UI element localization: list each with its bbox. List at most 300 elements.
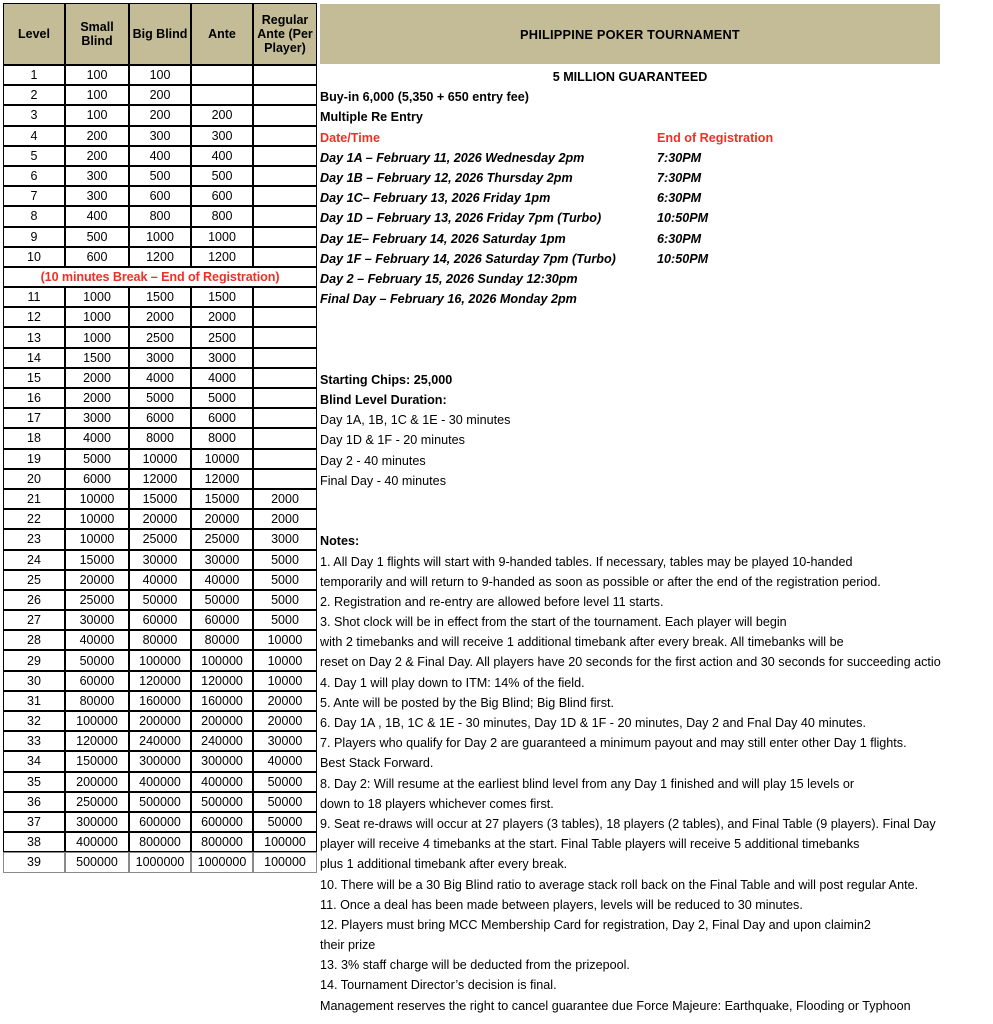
schedule-row [320,249,990,269]
cell-regular-ante: 10000 [253,650,317,670]
blind-duration-list [320,410,990,491]
cell-big-blind: 1000 [129,227,191,247]
cell-regular-ante: 50000 [253,772,317,792]
cell-small-blind: 120000 [65,731,129,751]
cell-regular-ante [253,327,317,347]
cell-ante: 160000 [191,691,253,711]
cell-level: 26 [3,590,65,610]
cell-small-blind: 100000 [65,711,129,731]
notes-header: Notes: [320,534,360,549]
schedule-header-end: End of Registration [657,130,774,145]
cell-regular-ante [253,408,317,428]
cell-ante: 1500 [191,287,253,307]
cell-ante: 100000 [191,650,253,670]
cell-big-blind: 120000 [129,671,191,691]
cell-small-blind: 100 [65,85,129,105]
cell-level: 37 [3,812,65,832]
cell-ante: 5000 [191,388,253,408]
cell-level: 33 [3,731,65,751]
cell-ante: 1000000 [191,852,253,872]
note-line: temporarily and will return to 9-handed as soon as possible or after the end of the registration period. [320,574,881,589]
cell-level: 4 [3,126,65,146]
cell-regular-ante [253,388,317,408]
cell-small-blind: 1500 [65,348,129,368]
cell-regular-ante [253,227,317,247]
note-line: 6. Day 1A , 1B, 1C & 1E - 30 minutes, Day 1D & 1F - 20 minutes, Day 2 and Fnal Day 40 minutes. [320,716,866,730]
cell-small-blind: 500000 [65,852,129,872]
table-row [3,570,317,590]
cell-regular-ante [253,126,317,146]
cell-small-blind: 20000 [65,570,129,590]
cell-big-blind: 500000 [129,792,191,812]
cell-level: 5 [3,146,65,166]
note-line: 2. Registration and re-entry are allowed before level 11 starts. [320,594,664,609]
cell-level: 19 [3,449,65,469]
schedule-end-time: 7:30PM [657,170,702,185]
schedule-day: Final Day – February 16, 2026 Monday 2pm [320,292,577,307]
table-row [3,247,317,267]
cell-small-blind: 25000 [65,590,129,610]
note-line: with 2 timebanks and will receive 1 additional timebank after every break. All timebanks will be [320,635,844,650]
cell-ante: 15000 [191,489,253,509]
cell-regular-ante: 50000 [253,792,317,812]
cell-big-blind: 100 [129,65,191,85]
cell-big-blind: 40000 [129,570,191,590]
column-header-level: Level [3,3,65,65]
table-row [3,630,317,650]
schedule-end-time: 6:30PM [657,231,702,246]
schedule-row [320,168,990,188]
note-line: 11. Once a deal has been made between players, levels will be reduced to 30 minutes. [320,897,803,912]
cell-small-blind: 30000 [65,610,129,630]
table-row [3,368,317,388]
cell-ante: 80000 [191,630,253,650]
cell-small-blind: 10000 [65,489,129,509]
info-panel [318,3,990,1023]
cell-level: 27 [3,610,65,630]
schedule-day: Day 1D – February 13, 2026 Friday 7pm (Turbo) [320,211,602,226]
cell-level: 36 [3,792,65,812]
cell-level: 2 [3,85,65,105]
break-row [3,267,317,287]
table-row [3,166,317,186]
note-line: down to 18 players whichever comes first. [320,796,554,811]
schedule-row [320,208,990,228]
cell-regular-ante: 100000 [253,832,317,852]
blind-structure-table [3,3,317,873]
cell-big-blind: 12000 [129,469,191,489]
table-row [3,227,317,247]
cell-big-blind: 200 [129,105,191,125]
cell-regular-ante: 2000 [253,509,317,529]
cell-big-blind: 800 [129,206,191,226]
schedule-day: Day 2 – February 15, 2026 Sunday 12:30pm [320,271,578,286]
cell-big-blind: 200 [129,85,191,105]
cell-regular-ante [253,469,317,489]
schedule-row [320,269,990,289]
schedule-row [320,188,990,208]
table-row [3,327,317,347]
spacer-4 [320,491,990,511]
cell-regular-ante: 10000 [253,671,317,691]
cell-level: 34 [3,751,65,771]
table-row [3,186,317,206]
table-row [3,852,317,872]
cell-big-blind: 100000 [129,650,191,670]
cell-big-blind: 2500 [129,327,191,347]
cell-regular-ante [253,186,317,206]
cell-ante: 120000 [191,671,253,691]
cell-big-blind: 3000 [129,348,191,368]
cell-small-blind: 150000 [65,751,129,771]
cell-big-blind: 400000 [129,772,191,792]
cell-ante: 300000 [191,751,253,771]
cell-small-blind: 200 [65,146,129,166]
cell-big-blind: 20000 [129,509,191,529]
blind-duration-item: Day 2 - 40 minutes [320,453,426,468]
notes-list [320,552,990,1016]
schedule-header-row [320,128,990,148]
cell-ante: 50000 [191,590,253,610]
table-row [3,711,317,731]
cell-big-blind: 8000 [129,428,191,448]
cell-small-blind: 6000 [65,469,129,489]
cell-level: 11 [3,287,65,307]
cell-small-blind: 300 [65,166,129,186]
cell-small-blind: 3000 [65,408,129,428]
cell-big-blind: 200000 [129,711,191,731]
cell-regular-ante [253,428,317,448]
cell-regular-ante: 2000 [253,489,317,509]
table-row [3,126,317,146]
schedule-day: Day 1F – February 14, 2026 Saturday 7pm (Turbo) [320,251,616,266]
cell-ante: 10000 [191,449,253,469]
cell-ante: 12000 [191,469,253,489]
note-line: Management reserves the right to cancel guarantee due Force Majeure: Earthquake, Flooding or Typhoon [320,998,911,1013]
cell-big-blind: 15000 [129,489,191,509]
column-header-ante: Ante [191,3,253,65]
table-row [3,590,317,610]
cell-regular-ante: 5000 [253,570,317,590]
cell-level: 28 [3,630,65,650]
spacer-1 [320,309,990,329]
cell-regular-ante: 30000 [253,731,317,751]
cell-level: 29 [3,650,65,670]
cell-ante: 600 [191,186,253,206]
cell-big-blind: 300 [129,126,191,146]
guarantee-line: 5 MILLION GUARANTEED [552,70,708,84]
cell-level: 38 [3,832,65,852]
table-row [3,529,317,549]
cell-level: 6 [3,166,65,186]
cell-regular-ante [253,105,317,125]
cell-level: 10 [3,247,65,267]
cell-big-blind: 300000 [129,751,191,771]
table-header-row [3,3,317,65]
cell-regular-ante [253,206,317,226]
table-row [3,751,317,771]
cell-regular-ante [253,449,317,469]
cell-level: 12 [3,307,65,327]
blind-duration-item: Day 1A, 1B, 1C & 1E - 30 minutes [320,413,511,428]
table-row [3,85,317,105]
column-header-small-blind: Small Blind [65,3,129,65]
cell-small-blind: 1000 [65,307,129,327]
cell-big-blind: 800000 [129,832,191,852]
schedule-row [320,229,990,249]
note-line: 5. Ante will be posted by the Big Blind; Big Blind first. [320,695,615,710]
cell-ante: 800000 [191,832,253,852]
cell-level: 31 [3,691,65,711]
cell-level: 18 [3,428,65,448]
note-line: 12. Players must bring MCC Membership Card for registration, Day 2, Final Day and upon claimin2 [320,917,871,932]
cell-big-blind: 600000 [129,812,191,832]
cell-small-blind: 4000 [65,428,129,448]
cell-regular-ante [253,247,317,267]
table-row [3,509,317,529]
table-row [3,388,317,408]
cell-small-blind: 600 [65,247,129,267]
note-line: 7. Players who qualify for Day 2 are guaranteed a minimum payout and may still enter other Day 1 flights. [320,736,907,751]
note-line: their prize [320,938,376,953]
cell-big-blind: 2000 [129,307,191,327]
cell-regular-ante: 50000 [253,812,317,832]
table-row [3,650,317,670]
cell-ante: 6000 [191,408,253,428]
cell-ante: 40000 [191,570,253,590]
table-row [3,287,317,307]
cell-small-blind: 100 [65,105,129,125]
cell-small-blind: 300000 [65,812,129,832]
cell-regular-ante: 20000 [253,711,317,731]
cell-small-blind: 300 [65,186,129,206]
spacer-2 [320,329,990,349]
info-body [320,67,990,1016]
cell-ante: 400000 [191,772,253,792]
starting-chips-line: Starting Chips: 25,000 [320,372,453,387]
cell-level: 30 [3,671,65,691]
cell-level: 1 [3,65,65,85]
cell-level: 14 [3,348,65,368]
cell-regular-ante: 100000 [253,852,317,872]
cell-small-blind: 200000 [65,772,129,792]
table-row [3,832,317,852]
column-header-regular-ante: Regular Ante (Per Player) [253,3,317,65]
cell-big-blind: 1000000 [129,852,191,872]
note-line: reset on Day 2 & Final Day. All players have 20 seconds for the first action and 30 seconds for succeeding actio [320,655,941,670]
spacer-5 [320,511,990,531]
cell-level: 7 [3,186,65,206]
cell-ante: 200000 [191,711,253,731]
table-row [3,469,317,489]
table-row [3,610,317,630]
schedule-day: Day 1C– February 13, 2026 Friday 1pm [320,191,551,206]
cell-small-blind: 15000 [65,550,129,570]
cell-big-blind: 80000 [129,630,191,650]
table-row [3,489,317,509]
schedule-day: Day 1E– February 14, 2026 Saturday 1pm [320,231,566,246]
cell-regular-ante [253,146,317,166]
table-row [3,772,317,792]
buyin-line: Buy-in 6,000 (5,350 + 650 entry fee) [320,90,529,105]
note-line: 1. All Day 1 flights will start with 9-handed tables. If necessary, tables may be played 10-handed [320,554,853,569]
cell-ante: 1200 [191,247,253,267]
column-header-big-blind: Big Blind [129,3,191,65]
cell-small-blind: 400 [65,206,129,226]
note-line: 13. 3% staff charge will be deducted from the prizepool. [320,958,630,973]
cell-ante: 200 [191,105,253,125]
table-row [3,691,317,711]
schedule-day: Day 1A – February 11, 2026 Wednesday 2pm [320,150,585,165]
cell-ante: 800 [191,206,253,226]
cell-small-blind: 250000 [65,792,129,812]
schedule-header-date: Date/Time [320,130,380,145]
cell-small-blind: 1000 [65,327,129,347]
cell-small-blind: 400000 [65,832,129,852]
table-row [3,731,317,751]
cell-level: 24 [3,550,65,570]
cell-big-blind: 240000 [129,731,191,751]
cell-regular-ante: 5000 [253,550,317,570]
cell-small-blind: 5000 [65,449,129,469]
cell-big-blind: 600 [129,186,191,206]
cell-ante: 300 [191,126,253,146]
schedule-end-time: 10:50PM [657,251,709,266]
table-row [3,65,317,85]
cell-ante: 600000 [191,812,253,832]
cell-regular-ante: 20000 [253,691,317,711]
spacer-3 [320,350,990,370]
cell-level: 8 [3,206,65,226]
cell-regular-ante [253,166,317,186]
cell-regular-ante: 40000 [253,751,317,771]
cell-ante: 4000 [191,368,253,388]
cell-regular-ante [253,85,317,105]
cell-ante: 500 [191,166,253,186]
cell-ante: 25000 [191,529,253,549]
cell-big-blind: 4000 [129,368,191,388]
break-note: (10 minutes Break – End of Registration) [3,267,317,287]
schedule-end-time: 7:30PM [657,150,702,165]
cell-level: 3 [3,105,65,125]
reentry-line: Multiple Re Entry [320,110,423,125]
blind-duration-item: Final Day - 40 minutes [320,473,446,488]
cell-big-blind: 6000 [129,408,191,428]
table-row [3,307,317,327]
cell-ante: 500000 [191,792,253,812]
cell-ante: 8000 [191,428,253,448]
tournament-title-band [320,4,940,64]
cell-small-blind: 40000 [65,630,129,650]
cell-level: 17 [3,408,65,428]
table-row [3,449,317,469]
note-line: plus 1 additional timebank after every break. [320,857,568,872]
cell-level: 21 [3,489,65,509]
schedule-end-time: 6:30PM [657,191,702,206]
cell-ante: 60000 [191,610,253,630]
table-row [3,812,317,832]
table-row [3,428,317,448]
cell-ante: 2000 [191,307,253,327]
cell-big-blind: 25000 [129,529,191,549]
cell-big-blind: 400 [129,146,191,166]
cell-ante [191,85,253,105]
page-title: PHILIPPINE POKER TOURNAMENT [520,26,740,42]
schedule-list [320,148,990,310]
cell-regular-ante: 3000 [253,529,317,549]
cell-regular-ante [253,348,317,368]
blind-duration-header: Blind Level Duration: [320,393,447,407]
cell-level: 15 [3,368,65,388]
table-row [3,408,317,428]
schedule-row [320,289,990,309]
cell-ante: 240000 [191,731,253,751]
cell-big-blind: 500 [129,166,191,186]
cell-level: 23 [3,529,65,549]
cell-regular-ante: 5000 [253,590,317,610]
schedule-row [320,148,990,168]
cell-small-blind: 50000 [65,650,129,670]
note-line: player will receive 4 timebanks at the start. Final Table players will receive 5 additional timebanks [320,837,860,852]
note-line: 9. Seat re-draws will occur at 27 players (3 tables), 18 players (2 tables), and Final Table (9 players). Final Day [320,816,936,831]
cell-regular-ante [253,287,317,307]
cell-ante: 20000 [191,509,253,529]
note-line: 14. Tournament Director’s decision is final. [320,978,557,993]
cell-small-blind: 2000 [65,388,129,408]
note-line: 3. Shot clock will be in effect from the start of the tournament. Each player will begin [320,615,787,630]
table-row [3,671,317,691]
cell-big-blind: 160000 [129,691,191,711]
schedule-end-time: 10:50PM [657,211,709,226]
cell-big-blind: 1200 [129,247,191,267]
blind-structure-body [3,65,317,873]
cell-level: 32 [3,711,65,731]
cell-big-blind: 50000 [129,590,191,610]
cell-ante: 1000 [191,227,253,247]
cell-big-blind: 10000 [129,449,191,469]
table-row [3,206,317,226]
cell-small-blind: 500 [65,227,129,247]
cell-level: 39 [3,852,65,872]
cell-regular-ante [253,307,317,327]
cell-ante: 400 [191,146,253,166]
table-row [3,105,317,125]
cell-ante: 3000 [191,348,253,368]
cell-ante [191,65,253,85]
cell-big-blind: 1500 [129,287,191,307]
cell-small-blind: 80000 [65,691,129,711]
cell-small-blind: 10000 [65,509,129,529]
cell-big-blind: 5000 [129,388,191,408]
cell-ante: 2500 [191,327,253,347]
note-line: 4. Day 1 will play down to ITM: 14% of the field. [320,675,585,690]
note-line: 10. There will be a 30 Big Blind ratio to average stack roll back on the Final Table and will post regular Ante. [320,877,919,892]
table-row [3,792,317,812]
note-line: 8. Day 2: Will resume at the earliest blind level from any Day 1 finished and will play 15 levels or [320,776,855,791]
cell-regular-ante: 5000 [253,610,317,630]
cell-small-blind: 60000 [65,671,129,691]
cell-small-blind: 200 [65,126,129,146]
cell-level: 25 [3,570,65,590]
table-row [3,348,317,368]
cell-big-blind: 60000 [129,610,191,630]
table-row [3,146,317,166]
cell-regular-ante [253,65,317,85]
cell-level: 16 [3,388,65,408]
cell-level: 35 [3,772,65,792]
cell-level: 22 [3,509,65,529]
cell-small-blind: 1000 [65,287,129,307]
